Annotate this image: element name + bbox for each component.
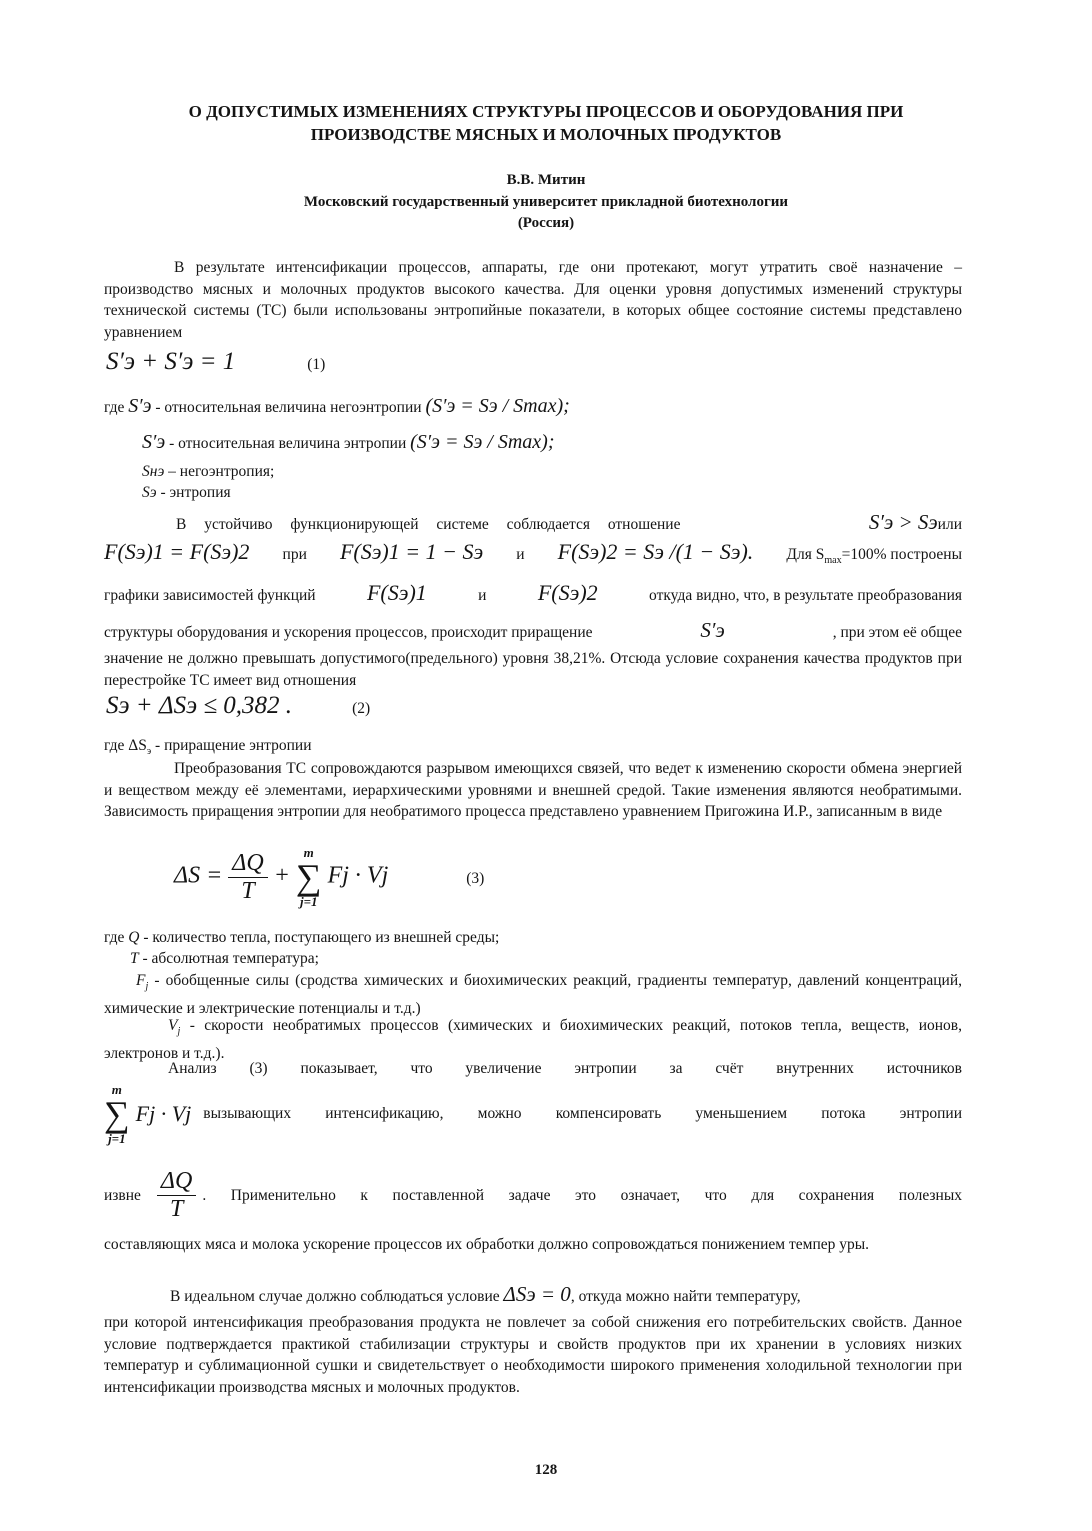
definition-f xyxy=(104,970,962,1019)
p2-dlya: Для S xyxy=(786,546,825,563)
equation-3 xyxy=(174,846,484,908)
definition-entropy xyxy=(142,482,231,504)
definition-q xyxy=(104,927,499,949)
sum-line xyxy=(104,1083,962,1145)
p2-struct: структуры оборудования и ускорения процессов, происходит приращение xyxy=(104,624,593,641)
p2-seen: откуда видно, что, в результате преобразования xyxy=(649,587,962,604)
izvne-fraction xyxy=(157,1168,196,1223)
t-text: - абсолютная температура; xyxy=(142,950,319,967)
v-sub: j xyxy=(177,1026,181,1038)
where-ds: где ΔS xyxy=(104,737,147,754)
equation-2 xyxy=(106,692,370,720)
negentropy-formula: (S′э = Sэ / Smax); xyxy=(425,395,570,417)
p2-graphs: графики зависимостей функций xyxy=(104,587,316,604)
equation-1-formula: S′э + S′э = 1 xyxy=(106,348,236,375)
definition-entropy-label: - энтропия xyxy=(160,484,231,501)
p2-or: или xyxy=(937,516,962,533)
relation-formula: S′э > Sэ xyxy=(868,510,938,534)
final-paragraph: при которой интенсификация преобразования продукта не повлечет за собой снижения его потребительских свойств. Данное условие подтверждается практикой стабилизации структуры и свойств продуктов при их хранении в условиях низких температур и сублимационной сушки и свидетельствует о необходимости широкого применения холодильной технологии при интенсификации производства мясных и молочных продуктов. xyxy=(104,1314,962,1396)
p2-struct-end: , при этом её общее xyxy=(832,624,962,641)
equation-2-label: (2) xyxy=(352,700,371,717)
eq3-lhs: ΔS = xyxy=(174,862,223,889)
author: В.В. Митин xyxy=(506,172,586,188)
f-sub: j xyxy=(145,981,149,993)
eq3-sum-sign: ∑ xyxy=(295,857,322,897)
definition-t xyxy=(130,948,319,970)
eq3-sum xyxy=(296,846,322,908)
izvne-line xyxy=(104,1168,962,1223)
inline-sum-sign: ∑ xyxy=(104,1094,130,1134)
definition-negentropy-rel xyxy=(104,395,570,419)
v-text: - скорости необратимых процессов (химических и биохимических реакций, потоков тепла, веществ, ионов, электронов и т.д.). xyxy=(104,1017,962,1062)
f1-symbol: F(Sэ)1 xyxy=(366,580,427,605)
analysis-line: Анализ (3) показывает, что увеличение энтропии за счёт внутренних источников xyxy=(168,1060,962,1077)
p2-line-2 xyxy=(104,541,962,572)
izvne-frac-num: ΔQ xyxy=(157,1168,196,1196)
ideal-end: , откуда можно найти температуру, xyxy=(570,1288,801,1305)
izvne-word: извне xyxy=(104,1186,141,1204)
f1-definition: F(Sэ)1 = 1 − Sэ xyxy=(339,539,484,564)
definition-entropy-rel xyxy=(142,431,555,455)
smax-sub: max xyxy=(824,555,842,567)
t-symbol: T xyxy=(130,950,139,967)
f-equality: F(Sэ)1 = F(Sэ)2 xyxy=(104,539,250,564)
p2-i: и xyxy=(516,546,525,563)
symbol-ent: S′э xyxy=(142,431,166,453)
p2-start: В устойчиво функционирующей системе соблюдается отношение xyxy=(176,516,681,533)
eq3-frac-den: T xyxy=(241,877,255,904)
where-prefix: где xyxy=(104,399,125,416)
title-line-2: ПРОИЗВОДСТВЕ МЯСНЫХ И МОЛОЧНЫХ ПРОДУКТОВ xyxy=(310,125,782,144)
equation-1-label: (1) xyxy=(307,356,326,373)
q-text: - количество тепла, поступающего из внешней среды; xyxy=(143,929,500,946)
inline-sum-top: m xyxy=(111,1082,122,1097)
inline-sum-term: Fj · Vj xyxy=(135,1101,192,1126)
p2-line-4 xyxy=(104,619,962,644)
p2-line-1 xyxy=(176,511,962,536)
izvne-continuation: составляющих мяса и молока ускорение процессов их обработки должно сопровождаться понижением темпер уры. xyxy=(104,1236,870,1253)
definition-negentropy-text: - относительная величина негоэнтропии xyxy=(155,399,422,416)
eq3-frac-num: ΔQ xyxy=(228,850,267,878)
definition-v xyxy=(104,1015,962,1064)
f2-symbol: F(Sэ)2 xyxy=(537,580,598,605)
intro-paragraph: В результате интенсификации процессов, аппараты, где они протекают, могут утратить своё назначение – производство мясных и молочных продуктов высокого качества. Для оценки уровня допустимых изменений структуры технической системы (ТС) были использованы энтропийные показатели, в которых общее состояние системы представлено уравнением xyxy=(104,259,962,341)
equation-1 xyxy=(106,348,325,376)
definition-negentropy xyxy=(142,461,274,483)
where-ds-text: - приращение энтропии xyxy=(151,737,312,754)
q-symbol: Q xyxy=(128,929,140,946)
inline-sum-bottom: j=1 xyxy=(108,1131,126,1146)
ideal-formula: ΔSэ = 0 xyxy=(503,1282,571,1306)
p2-line-3 xyxy=(104,582,962,607)
izvne-text: . Применительно к поставленной задаче это означает, что для сохранения полезных xyxy=(202,1186,962,1204)
p3-paragraph: Преобразования ТС сопровождаются разрывом имеющихся связей, что ведет к изменению скорости обмена энергией и веществом между её элементами, иерархическими уровнями и внешней средой. Такие изменения являются необратимыми. Зависимость приращения энтропии для необратимого процесса представлено уравнением Пригожина И.Р., записанным в виде xyxy=(104,760,962,820)
p2-rest: значение не должно превышать допустимого(предельного) уровня 38,21%. Отсюда условие сохранения качества продуктов при перестройке ТС имеет вид отношения xyxy=(104,650,962,689)
page-number: 128 xyxy=(534,1462,558,1478)
p2-smax-rest: =100% построены xyxy=(841,546,962,563)
eq3-sum-term: Fj · Vj xyxy=(327,862,389,889)
equation-2-formula: Sэ + ΔSэ ≤ 0,382 . xyxy=(106,692,293,719)
increment-symbol: S′э xyxy=(700,618,725,642)
f2-definition: F(Sэ)2 = Sэ /(1 − Sэ). xyxy=(557,539,754,564)
eq3-plus: + xyxy=(273,862,290,889)
eq3-fraction xyxy=(228,850,267,905)
entropy-formula: (S′э = Sэ / Smax); xyxy=(410,431,555,453)
v-symbol: V xyxy=(168,1017,178,1034)
eq3-sum-bottom: j=1 xyxy=(299,894,318,909)
izvne-frac-den: T xyxy=(169,1196,184,1222)
equation-3-label: (3) xyxy=(466,869,485,887)
f-symbol: F xyxy=(136,972,146,989)
symbol-neg: S′э xyxy=(128,395,152,417)
affiliation: Московский государственный университет прикладной биотехнологии xyxy=(303,194,789,210)
country: (Россия) xyxy=(517,215,575,231)
inline-sum xyxy=(104,1083,130,1145)
definition-entropy-text: - относительная величина энтропии xyxy=(169,435,407,452)
p2-pri: при xyxy=(282,546,307,563)
q-prefix: где xyxy=(104,929,125,946)
eq3-sum-top: m xyxy=(303,845,314,860)
where-ds-sub: э xyxy=(146,746,152,758)
symbol-sneg: Sнэ xyxy=(142,463,165,480)
f-text: - обобщенные силы (сродства химических и биохимических реакций, градиенты температур, давлений концентраций, химические и электрические потенциалы и т.д.) xyxy=(104,972,963,1017)
title-line-1: О ДОПУСТИМЫХ ИЗМЕНЕНИЯХ СТРУКТУРЫ ПРОЦЕССОВ И ОБОРУДОВАНИЯ ПРИ xyxy=(188,102,904,121)
sum-text: вызывающих интенсификацию, можно компенсировать уменьшением потока энтропии xyxy=(203,1105,962,1122)
definition-negentropy-label: – негоэнтропия; xyxy=(168,463,275,480)
ideal-start: В идеальном случае должно соблюдаться условие xyxy=(170,1288,500,1305)
symbol-sent: Sэ xyxy=(142,484,157,501)
ideal-line xyxy=(170,1283,801,1308)
p2-and: и xyxy=(478,587,487,604)
